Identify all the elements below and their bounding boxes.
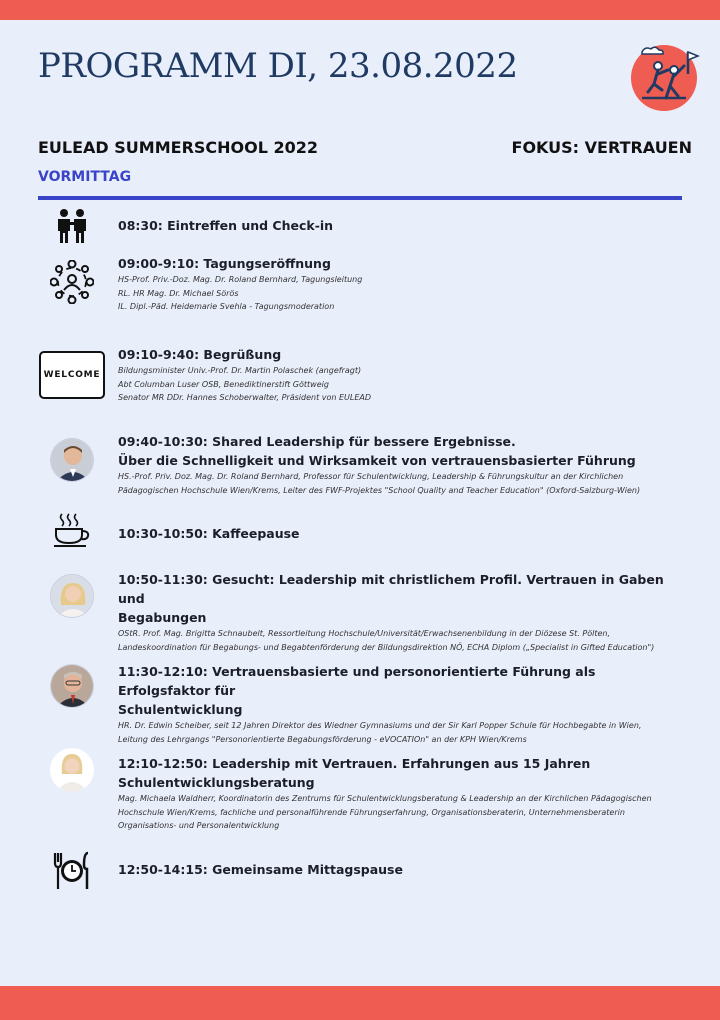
portrait-icon bbox=[38, 664, 106, 708]
item-detail: Landeskoordination für Begabungs- und Begabtenförderung der Bildungsdirektion NÖ, ECHA Diplom („Specialist in Gifted Education") bbox=[118, 642, 655, 652]
portrait-icon bbox=[38, 748, 106, 792]
item-title: 11:30-12:10: Vertrauensbasierte und personorientierte Führung als Erfolgsfaktor für bbox=[118, 664, 596, 698]
avatar bbox=[50, 664, 94, 708]
item-title: 10:50-11:30: Gesucht: Leadership mit christlichem Profil. Vertrauen in Gaben und bbox=[118, 572, 664, 606]
item-detail: HR. Dr. Edwin Scheiber, seit 12 Jahren Direktor des Wiedner Gymnasiums und der Sir Karl Popper Schule für Hochbegabte in Wien, bbox=[118, 721, 642, 730]
portrait-icon bbox=[38, 574, 106, 618]
item-title-continued: Schulentwicklungsberatung bbox=[118, 775, 315, 790]
item-detail: Leitung des Lehrgangs "Personorientierte Begabungsförderung - eVOCATIOn" an der KPH Wien/Krems bbox=[118, 734, 527, 744]
item-detail: OStR. Prof. Mag. Brigitta Schnaubelt, Ressortleitung Hochschule/Universität/Erwachsenenbildung in der Diözese St. Pölten, bbox=[118, 629, 611, 638]
item-title-continued: Schulentwicklung bbox=[118, 702, 243, 717]
item-title: 09:00-9:10: Tagungseröffnung bbox=[118, 256, 331, 271]
people-icon bbox=[38, 208, 106, 244]
item-detail: Senator MR DDr. Hannes Schoberwalter, Präsident von EULEAD bbox=[118, 393, 372, 402]
avatar bbox=[50, 574, 94, 618]
item-title-continued: Über die Schnelligkeit und Wirksamkeit von vertrauensbasierter Führung bbox=[118, 453, 636, 468]
avatar bbox=[50, 748, 94, 792]
portrait-icon bbox=[38, 438, 106, 482]
section-divider bbox=[38, 196, 682, 200]
item-title: 09:10-9:40: Begrüßung bbox=[118, 347, 282, 362]
avatar bbox=[50, 438, 94, 482]
network-icon bbox=[38, 260, 106, 304]
item-title: 10:30-10:50: Kaffeepause bbox=[118, 526, 300, 541]
item-detail: HS-Prof. Priv.-Doz. Mag. Dr. Roland Bernhard, Tagungsleitung bbox=[118, 275, 363, 284]
item-detail: Hochschule Wien/Krems, fachliche und personalführende Führungserfahrung, Organisationsberaterin, Unternehmensberaterin bbox=[118, 807, 625, 817]
dining-clock-icon bbox=[38, 850, 106, 892]
item-detail: Bildungsminister Univ.-Prof. Dr. Martin Polaschek (angefragt) bbox=[118, 366, 362, 375]
item-detail: Mag. Michaela Waldherr, Koordinatorin des Zentrums für Schulentwicklungsberatung & Leadership an der Kirchlichen Pädagogischen bbox=[118, 794, 652, 803]
focus-label: FOKUS: VERTRAUEN bbox=[511, 138, 692, 157]
item-title: 09:40-10:30: Shared Leadership für bessere Ergebnisse. bbox=[118, 434, 516, 449]
welcome-sign-text: WELCOME bbox=[39, 351, 105, 399]
section-heading: VORMITTAG bbox=[38, 169, 132, 185]
bottom-band bbox=[0, 986, 720, 1020]
welcome-sign-icon bbox=[38, 351, 106, 399]
item-detail: Pädagogischen Hochschule Wien/Krems, Leiter des FWF-Projektes "School Quality and Teacher Education" (Oxford-Salzburg-Wien) bbox=[118, 485, 641, 495]
item-detail: RL. HR Mag. Dr. Michael Sörös bbox=[118, 288, 239, 298]
item-title: 12:50-14:15: Gemeinsame Mittagspause bbox=[118, 862, 403, 877]
coffee-cup-icon bbox=[38, 512, 106, 548]
top-band bbox=[0, 0, 720, 20]
teamwork-logo-icon bbox=[628, 40, 700, 112]
item-detail: IL. Dipl.-Päd. Heidemarie Svehla - Tagungsmoderation bbox=[118, 302, 335, 311]
item-detail: Abt Columban Luser OSB, Benediktinerstift Göttweig bbox=[118, 379, 329, 389]
item-title-continued: Begabungen bbox=[118, 610, 207, 625]
item-detail: HS.-Prof. Priv. Doz. Mag. Dr. Roland Bernhard, Professor für Schulentwicklung, Leadership & Führungskultur an der Kirchlichen bbox=[118, 472, 624, 481]
page-title: PROGRAMM DI, 23.08.2022 bbox=[38, 46, 518, 86]
item-title: 12:10-12:50: Leadership mit Vertrauen. Erfahrungen aus 15 Jahren bbox=[118, 756, 591, 771]
item-detail: Organisations- und Personalentwicklung bbox=[118, 821, 280, 830]
event-name: EULEAD SUMMERSCHOOL 2022 bbox=[38, 138, 319, 157]
item-title: 08:30: Eintreffen und Check-in bbox=[118, 218, 334, 233]
